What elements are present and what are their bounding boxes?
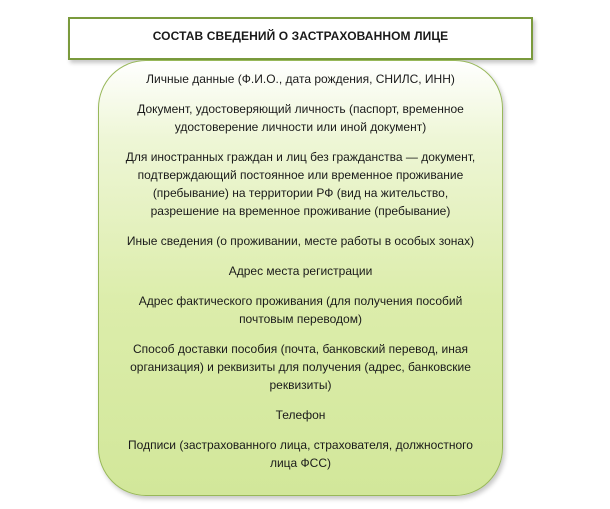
item-delivery-method: Способ доставки пособия (почта, банковский перевод, иная организация) и реквизиты для получения (адрес, банковские реквизиты) [130, 342, 471, 392]
content-panel [98, 60, 503, 496]
item-identity-document: Документ, удостоверяющий личность (паспорт, временное удостоверение личности или иной документ) [137, 102, 464, 134]
item-signatures: Подписи (застрахованного лица, страхователя, должностного лица ФСС) [128, 438, 473, 470]
item-actual-address: Адрес фактического проживания (для получения пособий почтовым переводом) [138, 294, 463, 326]
item-personal-data: Личные данные (Ф.И.О., дата рождения, СНИЛС, ИНН) [146, 72, 455, 86]
item-registration-address: Адрес места регистрации [228, 264, 373, 278]
header-box [68, 17, 533, 60]
diagram-title: СОСТАВ СВЕДЕНИЙ О ЗАСТРАХОВАННОМ ЛИЦЕ [152, 29, 449, 43]
item-list [99, 70, 502, 484]
item-other-info: Иные сведения (о проживании, месте работы в особых зонах) [126, 234, 475, 248]
item-phone: Телефон [275, 408, 326, 422]
item-foreign-citizens-document: Для иностранных граждан и лиц без гражданства — документ, подтверждающий постоянное или временное проживание (пребывание) на территории РФ (вид на жительство, разрешение на временное проживание (пребывание) [125, 150, 476, 218]
